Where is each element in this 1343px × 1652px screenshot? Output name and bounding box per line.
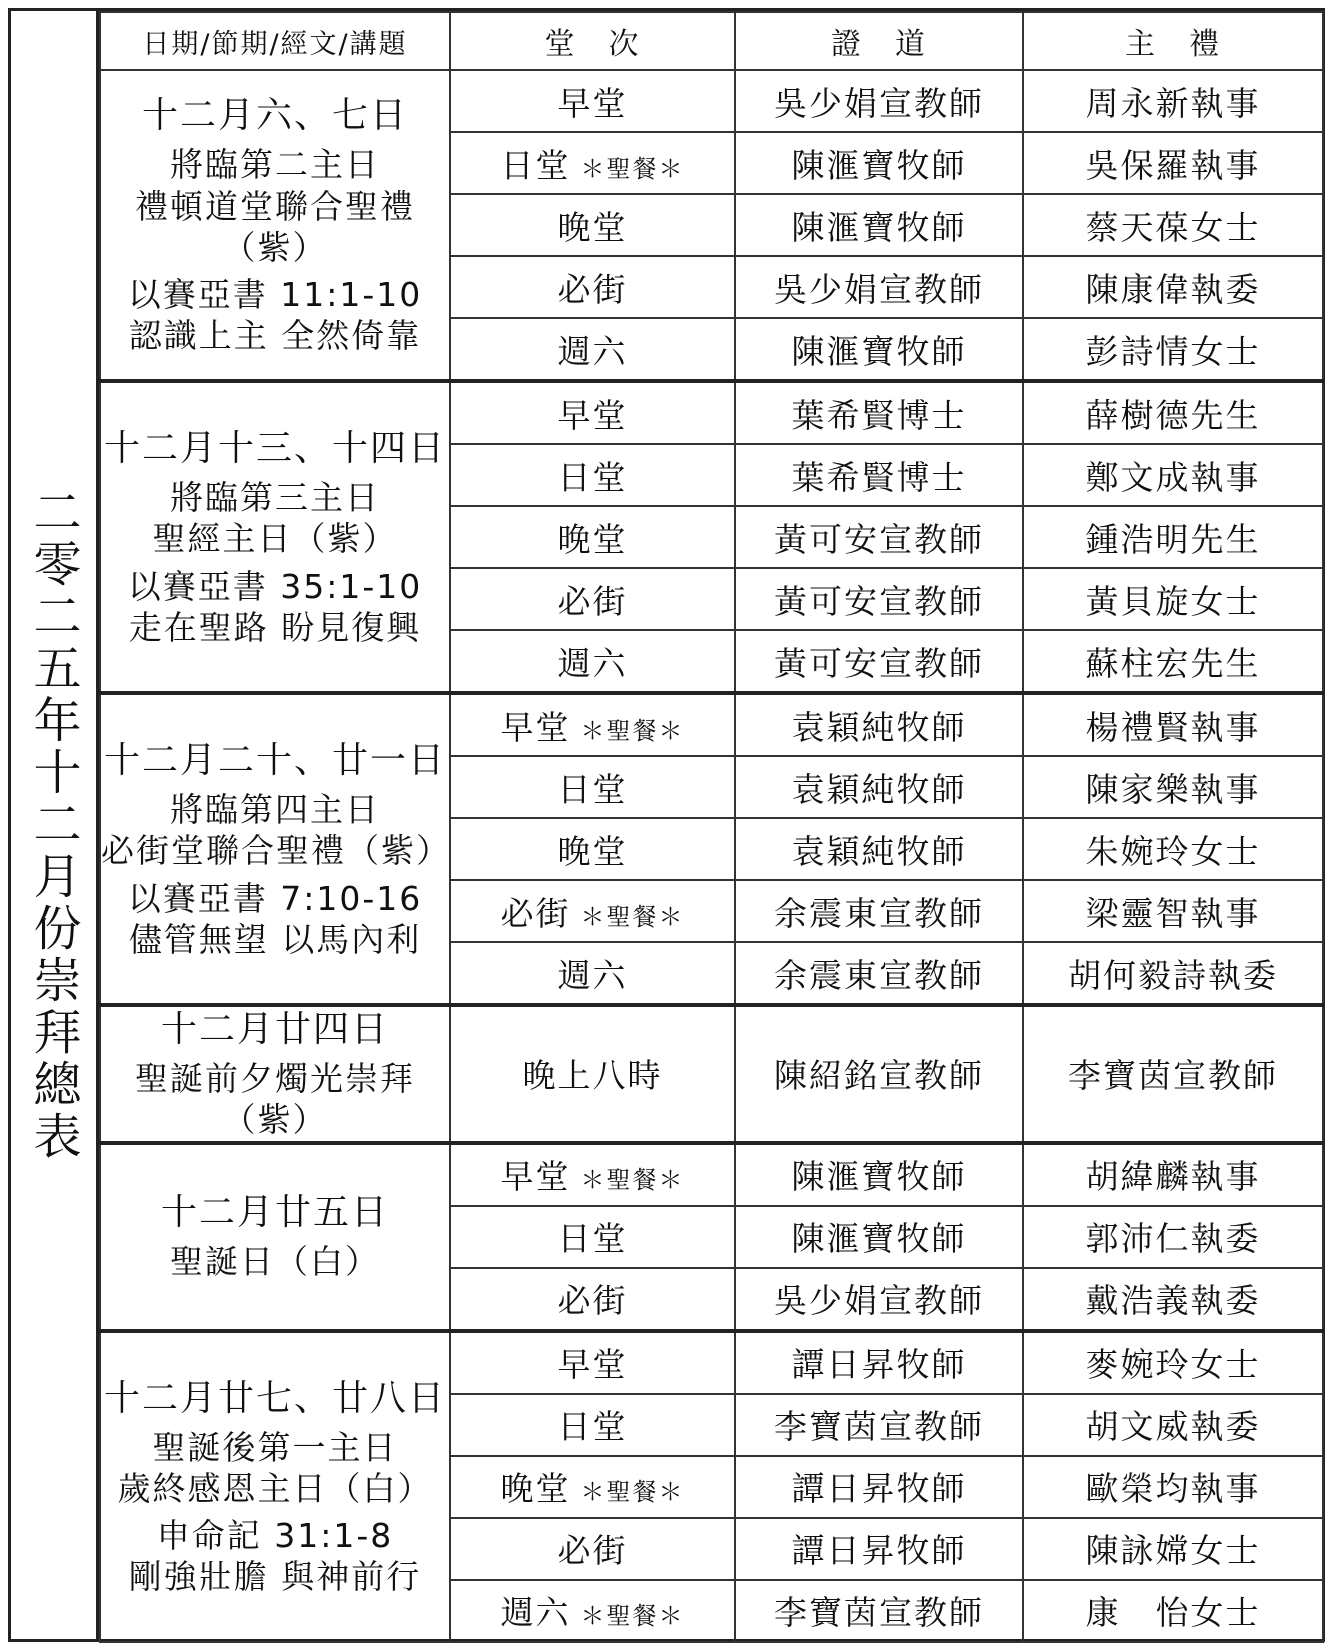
date-cell xyxy=(100,1331,450,1642)
service-cell xyxy=(450,880,735,942)
service-cell xyxy=(450,132,735,194)
header-service: 堂 次 xyxy=(450,12,735,70)
preacher-cell: 袁穎純牧師 xyxy=(735,818,1023,880)
service-cell xyxy=(450,568,735,630)
date-cell xyxy=(100,1143,450,1331)
leader-cell: 康 怡女士 xyxy=(1023,1580,1323,1642)
preacher-cell: 陳紹銘宣教師 xyxy=(735,1005,1023,1143)
preacher-cell: 譚日昇牧師 xyxy=(735,1331,1023,1394)
service-cell xyxy=(450,506,735,568)
date-cell xyxy=(100,1005,450,1143)
service-name: 週六 xyxy=(557,955,628,995)
service-name: 晚上八時 xyxy=(522,1056,663,1096)
date-cell xyxy=(100,70,450,381)
service-name: 週六 xyxy=(557,643,628,683)
service-name: 週六 xyxy=(557,331,628,371)
service-name: 早堂 xyxy=(557,83,628,123)
date-detail-line: 走在聖路 盼見復興 xyxy=(128,607,422,647)
preacher-cell: 吳少娟宣教師 xyxy=(735,1268,1023,1331)
service-cell xyxy=(450,693,735,756)
date-detail-line: 以賽亞書 35:1-10 xyxy=(127,566,423,606)
service-date: 十二月二十、廿一日 xyxy=(103,740,446,781)
service-name: 晚堂 xyxy=(557,831,628,871)
date-detail-line: 認識上主 全然倚靠 xyxy=(128,316,422,356)
service-name: 晚堂 xyxy=(557,519,628,559)
schedule-row xyxy=(100,1005,1323,1143)
leader-cell: 黃貝旋女士 xyxy=(1023,568,1323,630)
communion-mark: ＊聖餐＊ xyxy=(580,1166,685,1194)
schedule-body xyxy=(100,70,1323,1642)
leader-cell: 胡何毅詩執委 xyxy=(1023,942,1323,1005)
header-row xyxy=(100,12,1323,70)
leader-cell: 李寶茵宣教師 xyxy=(1023,1005,1323,1143)
service-date: 十二月六、七日 xyxy=(141,95,408,137)
service-name: 必街 xyxy=(557,581,628,621)
header-preacher: 證 道 xyxy=(735,12,1023,70)
preacher-cell: 譚日昇牧師 xyxy=(735,1456,1023,1518)
leader-cell: 麥婉玲女士 xyxy=(1023,1331,1323,1394)
service-cell xyxy=(450,756,735,818)
date-detail-line: 聖誕後第一主日 xyxy=(152,1427,398,1467)
service-cell xyxy=(450,444,735,506)
preacher-cell: 余震東宣教師 xyxy=(735,880,1023,942)
date-detail-line: 申命記 31:1-8 xyxy=(156,1516,394,1555)
side-title-column xyxy=(11,11,99,1639)
service-cell xyxy=(450,256,735,318)
preacher-cell: 葉希賢博士 xyxy=(735,444,1023,506)
preacher-cell: 葉希賢博士 xyxy=(735,381,1023,444)
leader-cell: 歐榮均執事 xyxy=(1023,1456,1323,1518)
date-detail-line: 聖誕前夕燭光崇拜（紫） xyxy=(135,1059,415,1140)
worship-schedule-table xyxy=(99,11,1324,1643)
leader-cell: 蘇柱宏先生 xyxy=(1023,630,1323,693)
service-name: 早堂 xyxy=(500,707,571,747)
document-title: 二零二五年十二月份崇拜總表 xyxy=(25,487,81,1163)
preacher-cell: 陳滙寶牧師 xyxy=(735,194,1023,256)
service-name: 日堂 xyxy=(557,1219,628,1258)
service-name: 必街 xyxy=(557,1531,628,1570)
service-name: 晚堂 xyxy=(557,207,628,247)
service-cell xyxy=(450,318,735,381)
preacher-cell: 李寶茵宣教師 xyxy=(735,1580,1023,1642)
service-date: 十二月廿五日 xyxy=(160,1192,389,1234)
leader-cell: 郭沛仁執委 xyxy=(1023,1206,1323,1268)
service-name: 日堂 xyxy=(557,769,628,809)
date-detail-line: 聖誕日（白） xyxy=(170,1242,380,1282)
leader-cell: 蔡天葆女士 xyxy=(1023,194,1323,256)
leader-cell: 梁靈智執事 xyxy=(1023,880,1323,942)
leader-cell: 胡緯麟執事 xyxy=(1023,1143,1323,1206)
leader-cell: 吳保羅執事 xyxy=(1023,132,1323,194)
leader-cell: 朱婉玲女士 xyxy=(1023,818,1323,880)
service-cell xyxy=(450,1394,735,1456)
service-name: 必街 xyxy=(500,893,571,933)
service-cell xyxy=(450,194,735,256)
service-date: 十二月廿七、廿八日 xyxy=(103,1377,446,1419)
schedule-frame xyxy=(8,8,1325,1642)
preacher-cell: 吳少娟宣教師 xyxy=(735,256,1023,318)
preacher-cell: 袁穎純牧師 xyxy=(735,756,1023,818)
preacher-cell: 余震東宣教師 xyxy=(735,942,1023,1005)
service-cell xyxy=(450,381,735,444)
service-cell xyxy=(450,1143,735,1206)
date-detail-line: 將臨第四主日 xyxy=(170,790,380,829)
preacher-cell: 黃可安宣教師 xyxy=(735,630,1023,693)
date-detail-line: 必街堂聯合聖禮（紫） xyxy=(101,831,451,871)
preacher-cell: 袁穎純牧師 xyxy=(735,693,1023,756)
header-leader: 主 禮 xyxy=(1023,12,1323,70)
leader-cell: 戴浩義執委 xyxy=(1023,1268,1323,1331)
service-name: 必街 xyxy=(557,269,628,309)
preacher-cell: 黃可安宣教師 xyxy=(735,506,1023,568)
service-name: 日堂 xyxy=(557,457,628,497)
preacher-cell: 陳滙寶牧師 xyxy=(735,132,1023,194)
service-cell xyxy=(450,1206,735,1268)
leader-cell: 胡文威執委 xyxy=(1023,1394,1323,1456)
service-name: 必街 xyxy=(557,1281,628,1320)
date-cell xyxy=(100,381,450,693)
service-cell xyxy=(450,1580,735,1642)
preacher-cell: 李寶茵宣教師 xyxy=(735,1394,1023,1456)
service-date: 十二月十三、十四日 xyxy=(103,428,446,469)
date-detail-line: 以賽亞書 7:10-16 xyxy=(127,878,423,918)
communion-mark: ＊聖餐＊ xyxy=(580,902,685,931)
schedule-row xyxy=(100,1331,1323,1394)
date-detail-line: 禮頓道堂聯合聖禮（紫） xyxy=(135,186,415,267)
service-cell xyxy=(450,818,735,880)
service-cell xyxy=(450,70,735,132)
service-name: 早堂 xyxy=(557,1345,628,1384)
date-detail-line: 以賽亞書 11:1-10 xyxy=(127,275,423,315)
leader-cell: 周永新執事 xyxy=(1023,70,1323,132)
service-cell xyxy=(450,942,735,1005)
schedule-row xyxy=(100,381,1323,444)
communion-mark: ＊聖餐＊ xyxy=(580,716,685,745)
communion-mark: ＊聖餐＊ xyxy=(580,1602,685,1630)
preacher-cell: 黃可安宣教師 xyxy=(735,568,1023,630)
service-name: 日堂 xyxy=(500,145,571,185)
service-name: 早堂 xyxy=(500,1157,571,1196)
preacher-cell: 陳滙寶牧師 xyxy=(735,1143,1023,1206)
leader-cell: 鍾浩明先生 xyxy=(1023,506,1323,568)
date-detail-line: 將臨第三主日 xyxy=(170,478,380,517)
date-detail-line: 儘管無望 以馬內利 xyxy=(128,919,422,959)
leader-cell: 彭詩情女士 xyxy=(1023,318,1323,381)
preacher-cell: 譚日昇牧師 xyxy=(735,1518,1023,1580)
preacher-cell: 吳少娟宣教師 xyxy=(735,70,1023,132)
schedule-row xyxy=(100,1143,1323,1206)
date-detail-line: 剛強壯膽 與神前行 xyxy=(128,1557,422,1597)
leader-cell: 陳康偉執委 xyxy=(1023,256,1323,318)
service-name: 早堂 xyxy=(557,395,628,435)
communion-mark: ＊聖餐＊ xyxy=(580,1478,685,1506)
date-cell xyxy=(100,693,450,1005)
service-name: 日堂 xyxy=(557,1407,628,1446)
service-cell xyxy=(450,1331,735,1394)
service-cell xyxy=(450,1005,735,1143)
service-name: 週六 xyxy=(500,1593,571,1632)
leader-cell: 楊禮賢執事 xyxy=(1023,693,1323,756)
preacher-cell: 陳滙寶牧師 xyxy=(735,1206,1023,1268)
preacher-cell: 陳滙寶牧師 xyxy=(735,318,1023,381)
leader-cell: 陳詠嫦女士 xyxy=(1023,1518,1323,1580)
service-cell xyxy=(450,1518,735,1580)
date-detail-line: 聖經主日（紫） xyxy=(152,519,398,559)
date-detail-line: 歲終感恩主日（白） xyxy=(117,1468,433,1508)
service-cell xyxy=(450,1456,735,1518)
service-name: 晚堂 xyxy=(500,1469,571,1508)
date-detail-line: 將臨第二主日 xyxy=(170,145,380,185)
service-cell xyxy=(450,1268,735,1331)
schedule-row xyxy=(100,70,1323,132)
service-cell xyxy=(450,630,735,693)
service-date: 十二月廿四日 xyxy=(160,1009,389,1050)
header-date: 日期/節期/經文/講題 xyxy=(100,12,450,70)
leader-cell: 陳家樂執事 xyxy=(1023,756,1323,818)
communion-mark: ＊聖餐＊ xyxy=(580,154,685,183)
schedule-row xyxy=(100,693,1323,756)
leader-cell: 薛樹德先生 xyxy=(1023,381,1323,444)
leader-cell: 鄭文成執事 xyxy=(1023,444,1323,506)
